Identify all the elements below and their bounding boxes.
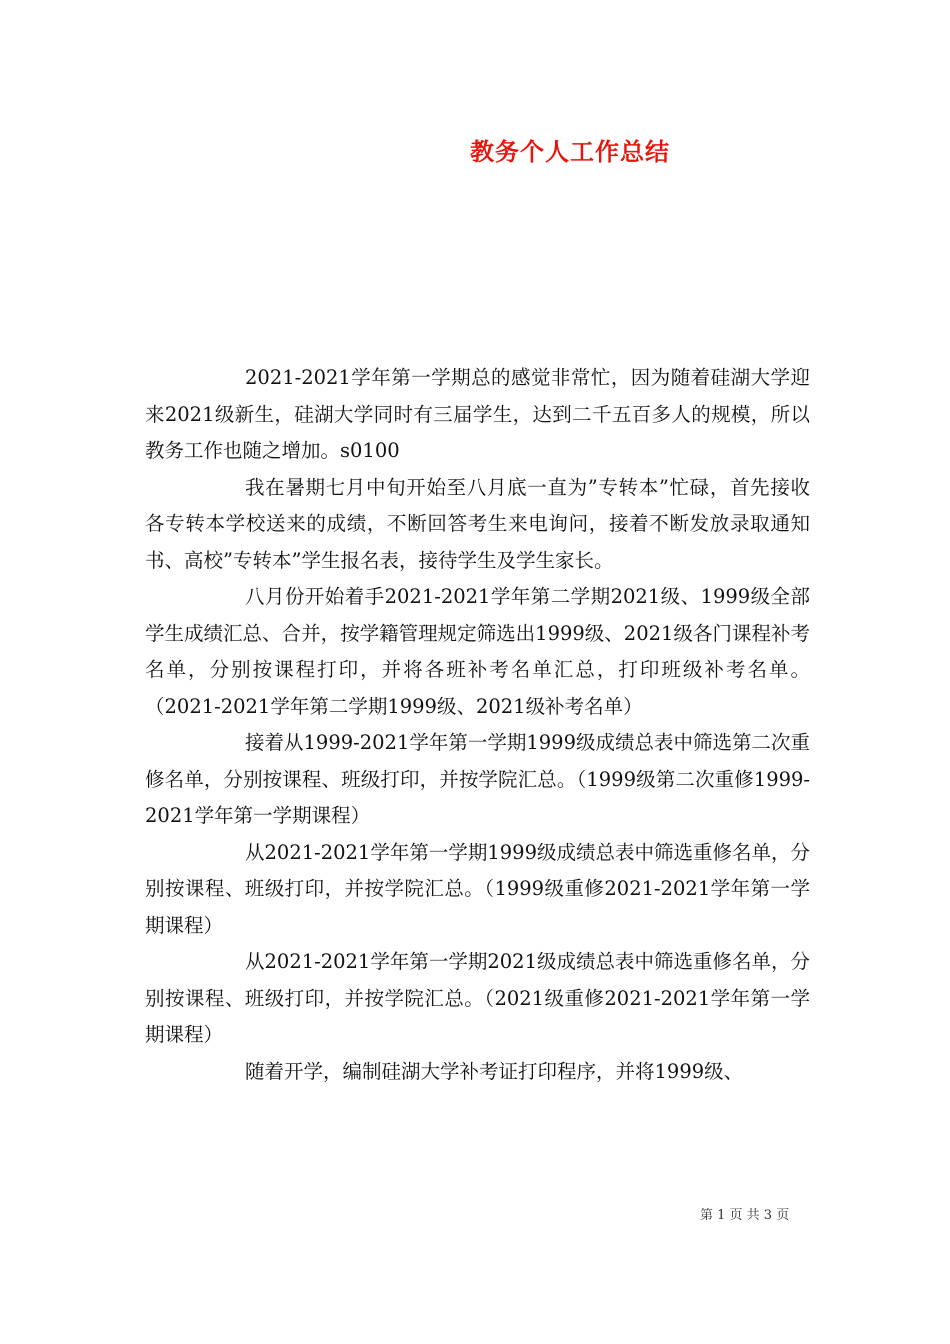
page-number-footer: 第 1 页 共 3 页 [700, 1208, 790, 1223]
paragraph-2: 我在暑期七月中旬开始至八月底一直为”专转本”忙碌，首先接收各专转本学校送来的成绩，不断回答考生来电询问，接着不断发放录取通知书、高校”专转本”学生报名表，接待学生及学生家长。 [145, 475, 810, 572]
paragraph-7: 随着开学，编制硅湖大学补考证打印程序，并将1999级、 [245, 1059, 744, 1083]
paragraph-6: 从2021-2021学年第一学期2021级成绩总表中筛选重修名单，分别按课程、班级打印，并按学院汇总。（2021级重修2021-2021学年第一学期课程） [145, 950, 810, 1046]
document-body [145, 360, 810, 1090]
document-title: 教务个人工作总结 [470, 138, 670, 166]
paragraph-4: 接着从1999-2021学年第一学期1999级成绩总表中筛选第二次重修名单，分别按课程、班级打印，并按学院汇总。（1999级第二次重修1999-2021学年第一学期课程） [145, 731, 810, 827]
paragraph-3: 八月份开始着手2021-2021学年第二学期2021级、1999级全部学生成绩汇总、合并，按学籍管理规定筛选出1999级、2021级各门课程补考名单，分别按课程打印，并将各班补考名单汇总，打印班级补考名单。（2021-2021学年第二学期1999级、2021级补考名单） [145, 585, 810, 718]
paragraph-5: 从2021-2021学年第一学期1999级成绩总表中筛选重修名单，分别按课程、班级打印，并按学院汇总。（1999级重修2021-2021学年第一学期课程） [145, 840, 810, 937]
paragraph-1: 2021-2021学年第一学期总的感觉非常忙，因为随着硅湖大学迎来2021级新生，硅湖大学同时有三届学生，达到二千五百多人的规模，所以教务工作也随之增加。s0100 [145, 366, 810, 462]
